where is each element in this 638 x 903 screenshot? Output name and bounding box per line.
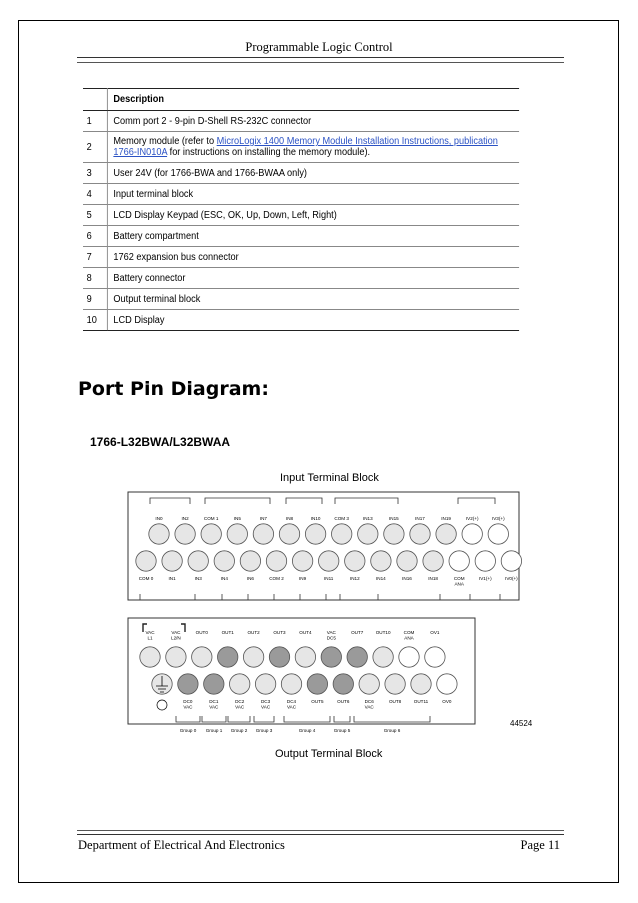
row-text-post: for instructions on installing the memory module). <box>167 147 371 158</box>
input-terminal <box>423 551 443 571</box>
output-terminal <box>295 647 315 667</box>
input-top-label: IN7 <box>259 516 267 521</box>
row-text: 1762 expansion bus connector <box>107 247 519 268</box>
input-terminal <box>501 551 521 571</box>
input-top-label: IN10 <box>310 516 321 521</box>
output-terminal <box>399 647 419 667</box>
output-top-label: OUT10 <box>375 630 391 635</box>
input-bottom-label: IN18 <box>428 576 438 581</box>
input-top-label: IN19 <box>441 516 451 521</box>
output-top-label: OUT2 <box>247 630 260 635</box>
input-top-label: IV2(+) <box>465 516 479 521</box>
output-bottom-label: DC2 VAC <box>235 699 245 710</box>
row-num: 8 <box>83 268 107 289</box>
input-terminal <box>397 551 417 571</box>
output-terminal <box>140 647 160 667</box>
output-block-label: Output Terminal Block <box>275 748 383 760</box>
output-terminal <box>437 674 457 694</box>
output-top-label: OV1 <box>430 630 440 635</box>
footer-rule <box>77 834 564 835</box>
input-terminal <box>332 524 352 544</box>
input-bottom-label: IN9 <box>299 576 307 581</box>
output-bottom-label: DC6 VAC <box>364 699 374 710</box>
output-top-label: OUT4 <box>299 630 312 635</box>
footer-rule-thin <box>77 830 564 831</box>
input-top-label: IN5 <box>233 516 241 521</box>
input-bottom-label: COM ANA <box>453 576 465 587</box>
figure-code: 44524 <box>510 719 533 728</box>
output-top-label: OUT3 <box>273 630 286 635</box>
input-terminal <box>371 551 391 571</box>
row-text: Battery compartment <box>107 226 519 247</box>
input-terminal <box>475 551 495 571</box>
input-bottom-label: IN3 <box>194 576 202 581</box>
input-bottom-label: IN12 <box>349 576 360 581</box>
input-terminal <box>162 551 182 571</box>
output-terminal <box>218 647 238 667</box>
input-terminal <box>292 551 312 571</box>
output-top-label: VAC DC5 <box>326 630 336 641</box>
row-text: Output terminal block <box>107 289 519 310</box>
output-top-label: OUT0 <box>195 630 208 635</box>
input-bottom-label: IV1(+) <box>478 576 492 581</box>
input-terminal <box>188 551 208 571</box>
input-terminal <box>462 524 482 544</box>
group-label: Group 4 <box>298 728 316 733</box>
output-terminal <box>321 647 341 667</box>
output-top-label: VAC L1 <box>145 630 155 641</box>
output-terminal <box>192 647 212 667</box>
row-num: 1 <box>83 111 107 132</box>
group-label: Group 2 <box>230 728 248 733</box>
input-bottom-label: COM 0 <box>138 576 154 581</box>
output-top-label: VAC L2/N <box>171 630 181 641</box>
table-header-description: Description <box>107 89 519 111</box>
input-terminal <box>436 524 456 544</box>
output-terminal <box>307 674 327 694</box>
output-terminal <box>425 647 445 667</box>
input-top-label: IN2 <box>181 516 189 521</box>
input-top-label: COM 1 <box>203 516 219 521</box>
output-bottom-label: OUT5 <box>311 699 324 704</box>
page-header-title: Programmable Logic Control <box>245 40 393 54</box>
output-terminal <box>166 647 186 667</box>
row-num: 5 <box>83 205 107 226</box>
output-terminal <box>243 647 263 667</box>
input-terminal <box>345 551 365 571</box>
output-bottom-label: DC4 VAC <box>286 699 297 710</box>
input-top-label: IN0 <box>155 516 163 521</box>
input-bottom-label: IN4 <box>220 576 228 581</box>
output-terminal <box>281 674 301 694</box>
output-bottom-label: DC0 VAC <box>183 699 193 710</box>
input-bottom-label: IN16 <box>402 576 412 581</box>
group-label: Group 5 <box>333 728 351 733</box>
output-terminal <box>411 674 431 694</box>
memory-module-link[interactable]: MicroLogix 1400 Memory Module Installation Instructions, publication 1766-IN010A <box>113 136 498 158</box>
input-bottom-label: IN1 <box>168 576 176 581</box>
row-text: LCD Display Keypad (ESC, OK, Up, Down, Left, Right) <box>107 205 519 226</box>
output-top-label: COM ANA <box>403 630 415 641</box>
row-num: 6 <box>83 226 107 247</box>
output-terminal <box>230 674 250 694</box>
row-text: Input terminal block <box>107 184 519 205</box>
input-terminal <box>175 524 195 544</box>
group-label: Group 6 <box>383 728 401 733</box>
row-num: 10 <box>83 310 107 331</box>
input-terminal <box>136 551 156 571</box>
input-top-label: IV3(+) <box>491 516 505 521</box>
group-label: Group 0 <box>179 728 197 733</box>
input-top-label: IN8 <box>285 516 294 521</box>
output-bottom-label: OUT8 <box>388 699 402 704</box>
input-terminal <box>253 524 273 544</box>
output-top-label: OUT1 <box>221 630 234 635</box>
output-bottom-label: OUT6 <box>337 699 350 704</box>
output-terminal <box>385 674 405 694</box>
output-terminal <box>347 647 367 667</box>
output-top-label: OUT7 <box>351 630 364 635</box>
output-terminal <box>178 674 198 694</box>
row-text: Comm port 2 - 9-pin D-Shell RS-232C connector <box>107 111 519 132</box>
input-block-label: Input Terminal Block <box>280 472 379 484</box>
row-num: 3 <box>83 163 107 184</box>
input-terminal <box>266 551 286 571</box>
output-terminal <box>204 674 224 694</box>
input-bottom-label: IV0(+) <box>505 576 518 581</box>
input-terminal <box>449 551 469 571</box>
output-terminal <box>333 674 353 694</box>
output-bottom-label: OUT11 <box>413 699 429 704</box>
input-top-label: COM 3 <box>334 516 349 521</box>
input-bottom-label: IN14 <box>376 576 386 581</box>
input-terminal <box>240 551 260 571</box>
model-title: 1766-L32BWA/L32BWAA <box>90 435 231 449</box>
output-bottom-label: DC1 VAC <box>209 699 219 710</box>
row-text: User 24V (for 1766-BWA and 1766-BWAA only) <box>107 163 519 184</box>
input-terminal <box>279 524 299 544</box>
input-bottom-label: COM 2 <box>269 576 284 581</box>
input-bottom-label: IN11 <box>324 576 334 581</box>
input-terminal <box>305 524 325 544</box>
input-top-label: IN15 <box>389 516 399 521</box>
input-terminal <box>384 524 404 544</box>
input-terminal <box>358 524 378 544</box>
input-terminal <box>214 551 234 571</box>
input-terminal <box>319 551 339 571</box>
output-bottom-label: OV0 <box>442 699 452 704</box>
input-terminal <box>149 524 169 544</box>
input-terminal <box>201 524 221 544</box>
group-label: Group 1 <box>205 728 223 733</box>
row-num: 7 <box>83 247 107 268</box>
section-title: Port Pin Diagram: <box>78 378 269 400</box>
output-terminal <box>359 674 379 694</box>
footer-department: Department of Electrical And Electronics <box>78 838 285 852</box>
input-terminal <box>227 524 247 544</box>
input-terminal <box>488 524 508 544</box>
output-terminal <box>255 674 275 694</box>
output-bottom-label: DC3 VAC <box>260 699 271 710</box>
input-terminal <box>410 524 430 544</box>
output-terminal <box>269 647 289 667</box>
input-bottom-label: IN6 <box>246 576 254 581</box>
input-top-label: IN13 <box>362 516 373 521</box>
footer-page-number: Page 11 <box>520 838 560 852</box>
group-label: Group 3 <box>255 728 273 733</box>
row-text: LCD Display <box>107 310 519 331</box>
row-num: 4 <box>83 184 107 205</box>
output-terminal <box>373 647 393 667</box>
row-text: Battery connector <box>107 268 519 289</box>
row-text-pre: Memory module (refer to <box>113 136 217 147</box>
row-num: 2 <box>83 132 107 163</box>
input-top-label: IN17 <box>415 516 425 521</box>
row-num: 9 <box>83 289 107 310</box>
